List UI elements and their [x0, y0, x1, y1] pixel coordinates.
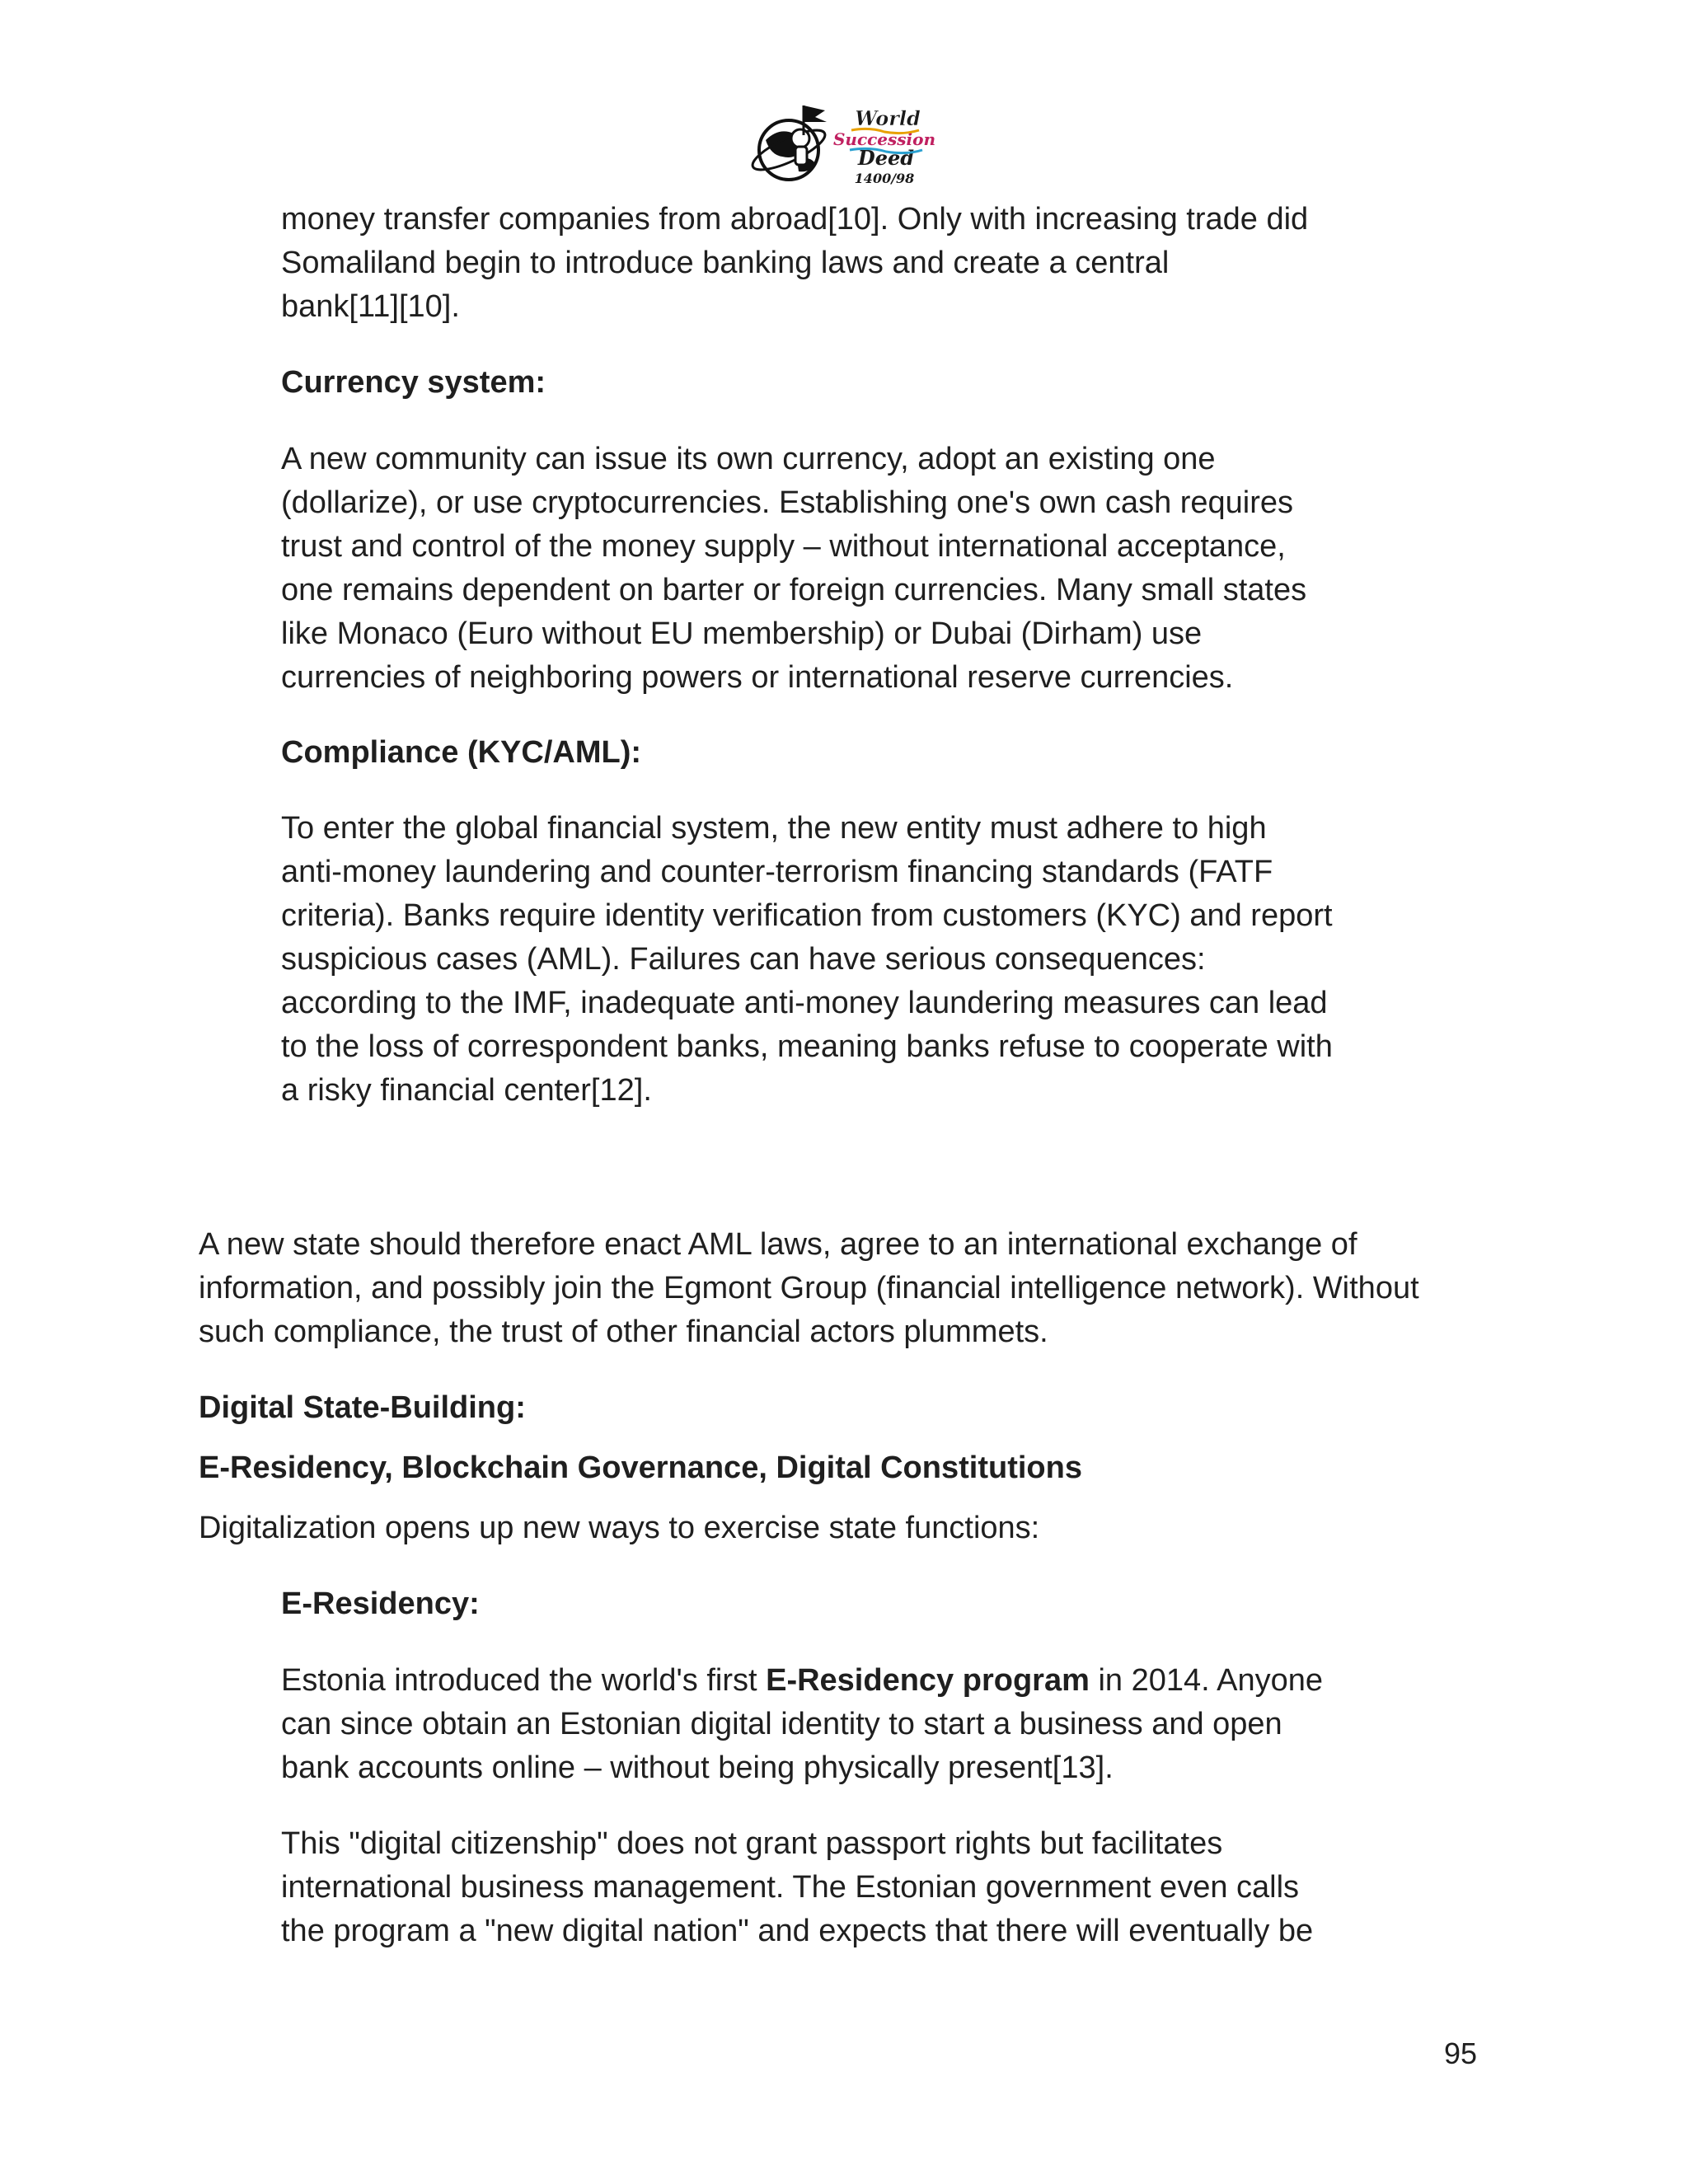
- text-line: Somaliland begin to introduce banking laws and create a central: [281, 246, 1170, 280]
- text-line: one remains dependent on barter or foreign currencies. Many small states: [281, 573, 1307, 607]
- svg-text:World: World: [855, 106, 921, 130]
- text-run: in 2014. Anyone: [1089, 1663, 1324, 1698]
- text-line: the program a "new digital nation" and expects that there will eventually be: [281, 1914, 1314, 1948]
- heading-currency-system: Currency system:: [281, 365, 546, 400]
- svg-text:1400/98: 1400/98: [854, 171, 915, 186]
- heading-compliance: Compliance (KYC/AML):: [281, 735, 641, 770]
- page-number: 95: [1443, 2036, 1477, 2070]
- paragraph-estonia: [281, 1659, 1323, 1790]
- text-line: This "digital citizenship" does not grant passport rights but facilitates: [281, 1826, 1223, 1861]
- text-line: international business management. The Estonian government even calls: [281, 1870, 1300, 1905]
- text-run: Estonia introduced the world's first: [281, 1663, 767, 1698]
- paragraph-digital-citizenship: [281, 1822, 1313, 1953]
- text-line: criteria). Banks require identity verification from customers (KYC) and report: [281, 898, 1333, 933]
- text-line: a risky financial center[12].: [281, 1073, 652, 1108]
- text-line: such compliance, the trust of other financial actors plummets.: [199, 1315, 1048, 1349]
- svg-text:Succession: Succession: [832, 129, 935, 149]
- text-line: currencies of neighboring powers or international reserve currencies.: [281, 660, 1234, 695]
- heading-e-residency: E-Residency:: [281, 1586, 480, 1621]
- text-line: like Monaco (Euro without EU membership) or Dubai (Dirham) use: [281, 616, 1203, 651]
- paragraph-new-state: [199, 1223, 1419, 1354]
- text-line: can since obtain an Estonian digital identity to start a business and open: [281, 1707, 1282, 1741]
- world-succession-deed-logo: [746, 102, 935, 193]
- text-line: money transfer companies from abroad[10]. Only with increasing trade did: [281, 202, 1309, 237]
- text-line: bank[11][10].: [281, 289, 460, 324]
- text-line: trust and control of the money supply – without international acceptance,: [281, 529, 1286, 564]
- text-line: information, and possibly join the Egmont Group (financial intelligence network). Without: [199, 1271, 1419, 1305]
- text-line: according to the IMF, inadequate anti-money laundering measures can lead: [281, 986, 1328, 1020]
- text-line: To enter the global financial system, the new entity must adhere to high: [281, 811, 1267, 846]
- text-line: suspicious cases (AML). Failures can have serious consequences:: [281, 942, 1206, 977]
- paragraph-digitalization: Digitalization opens up new ways to exercise state functions:: [199, 1511, 1040, 1545]
- emphasis-e-residency-program: E-Residency program: [766, 1663, 1090, 1698]
- globe-astronaut-emblem-icon: [748, 105, 830, 180]
- paragraph-currency: [281, 438, 1306, 700]
- text-line: anti-money laundering and counter-terrorism financing standards (FATF: [281, 855, 1273, 889]
- text-line: (dollarize), or use cryptocurrencies. Establishing one's own cash requires: [281, 485, 1294, 520]
- svg-text:Deed: Deed: [857, 146, 915, 170]
- text-line: A new community can issue its own currency, adopt an existing one: [281, 442, 1216, 476]
- text-line: [281, 1659, 1323, 1703]
- heading-digital-state-building: Digital State-Building:: [199, 1390, 526, 1425]
- text-line: A new state should therefore enact AML laws, agree to an international exchange of: [199, 1227, 1357, 1262]
- paragraph-compliance: [281, 807, 1333, 1113]
- text-line: to the loss of correspondent banks, meaning banks refuse to cooperate with: [281, 1029, 1333, 1064]
- logo-text: [833, 106, 935, 186]
- text-line: bank accounts online – without being physically present[13].: [281, 1750, 1114, 1785]
- subheading-e-residency-blockchain: E-Residency, Blockchain Governance, Digital Constitutions: [199, 1451, 1082, 1485]
- paragraph-intro: [281, 198, 1308, 329]
